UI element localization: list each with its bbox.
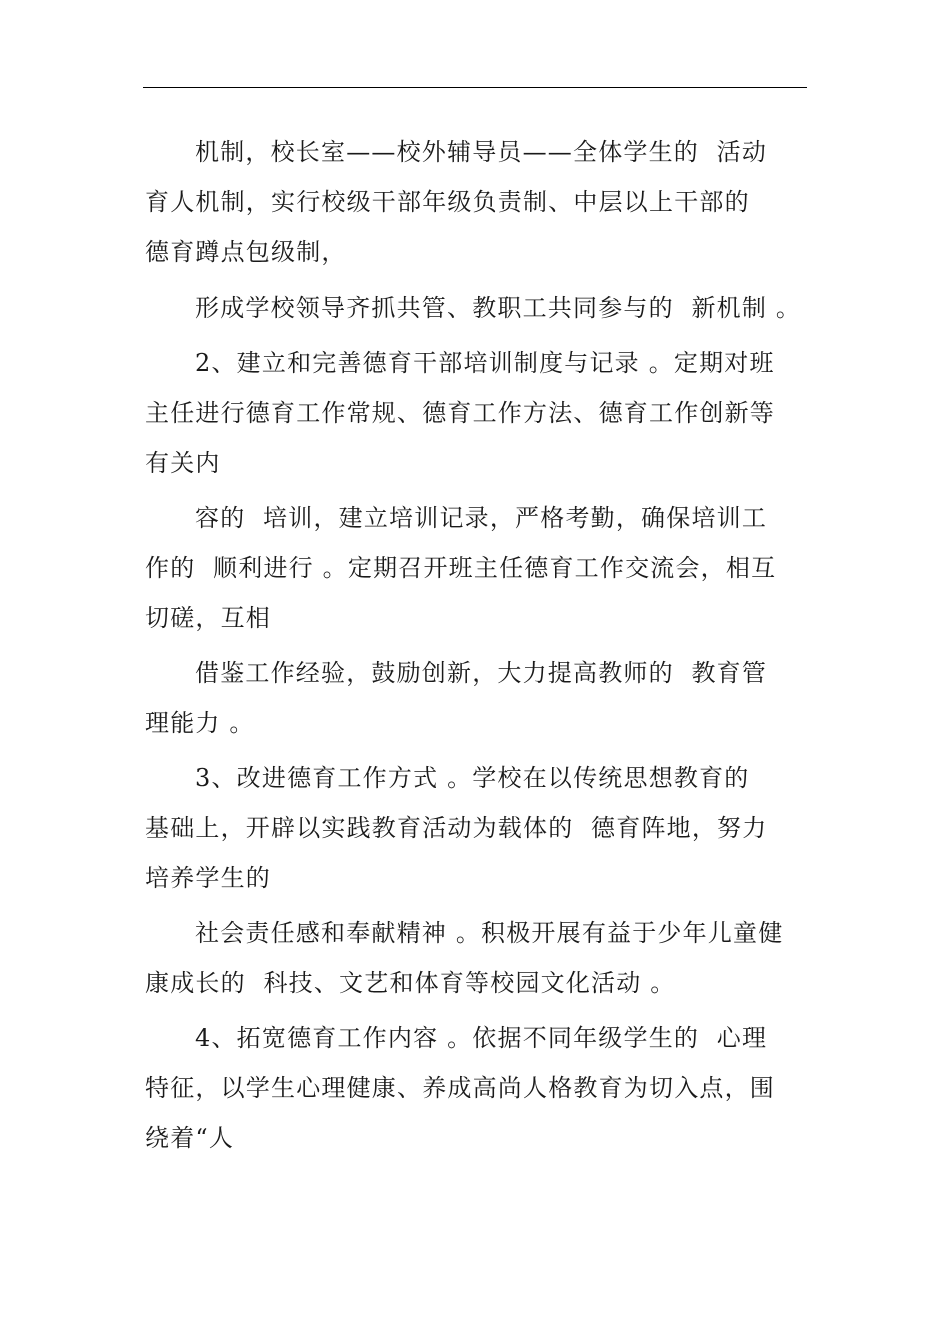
text-line: 机制，校长室——校外辅导员——全体学生的 活动	[195, 138, 768, 166]
text-line: 4、拓宽德育工作内容 。依据不同年级学生的 心理	[195, 1024, 768, 1052]
text-line: 作的 顺利进行 。定期召开班主任德育工作交流会，相互	[145, 554, 777, 582]
text-line: 有关内	[145, 449, 221, 477]
text-line: 康成长的 科技、文艺和体育等校园文化活动 。	[145, 969, 676, 997]
text-line: 3、改进德育工作方式 。学校在以传统思想教育的	[195, 764, 750, 792]
text-line: 绕着“人	[145, 1124, 235, 1152]
text-line: 培养学生的	[145, 864, 271, 892]
header-rule	[143, 87, 807, 88]
text-line: 理能力 。	[145, 709, 255, 737]
text-line: 基础上，开辟以实践教育活动为载体的 德育阵地，努力	[145, 814, 768, 842]
text-line: 主任进行德育工作常规、德育工作方法、德育工作创新等	[145, 399, 775, 427]
text-line: 特征，以学生心理健康、养成高尚人格教育为切入点，围	[145, 1074, 775, 1102]
text-line: 德育蹲点包级制，	[145, 238, 347, 266]
text-line: 2、建立和完善德育干部培训制度与记录 。定期对班	[195, 349, 775, 377]
text-line: 借鉴工作经验，鼓励创新，大力提高教师的 教育管	[195, 659, 768, 687]
text-line: 形成学校领导齐抓共管、教职工共同参与的 新机制 。	[195, 294, 802, 322]
text-line: 切磋，互相	[145, 604, 271, 632]
text-line: 容的 培训，建立培训记录，严格考勤，确保培训工	[195, 504, 768, 532]
text-line: 育人机制，实行校级干部年级负责制、中层以上干部的	[145, 188, 750, 216]
text-line: 社会责任感和奉献精神 。积极开展有益于少年儿童健	[195, 919, 784, 947]
